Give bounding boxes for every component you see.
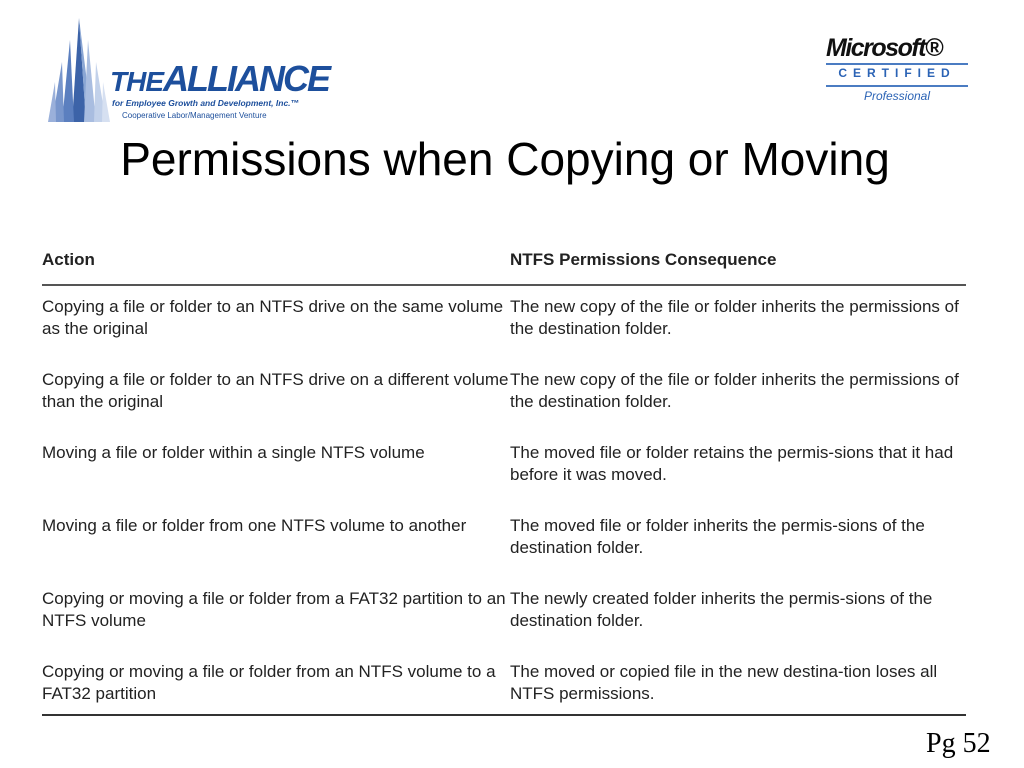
table-row	[42, 505, 966, 578]
header-consequence: NTFS Permissions Consequence	[510, 250, 777, 269]
microsoft-certified-logo	[822, 34, 972, 108]
alliance-wordmark	[110, 58, 329, 100]
action-cell: Copying a file or folder to an NTFS drive on a different volume than the original	[42, 370, 509, 411]
alliance-tagline: for Employee Growth and Development, Inc.™	[112, 98, 300, 108]
consequence-cell: The moved or copied file in the new destina-tion loses all NTFS permissions.	[510, 662, 938, 703]
header-action: Action	[42, 250, 95, 269]
consequence-cell: The moved file or folder inherits the permis-sions of the destination folder.	[510, 516, 925, 557]
table-row	[42, 359, 966, 432]
consequence-cell: The new copy of the file or folder inherits the permissions of the destination folder.	[510, 297, 959, 338]
alliance-wordmark-rest: ALLIANCE	[163, 58, 329, 99]
action-cell: Copying a file or folder to an NTFS drive on the same volume as the original	[42, 297, 504, 338]
action-cell: Moving a file or folder within a single NTFS volume	[42, 443, 425, 462]
consequence-cell: The newly created folder inherits the permis-sions of the destination folder.	[510, 589, 933, 630]
logo-divider	[826, 63, 968, 65]
alliance-subline: Cooperative Labor/Management Venture	[122, 111, 267, 120]
action-cell: Copying or moving a file or folder from an NTFS volume to a FAT32 partition	[42, 662, 496, 703]
consequence-cell: The new copy of the file or folder inherits the permissions of the destination folder.	[510, 370, 959, 411]
consequence-cell: The moved file or folder retains the permis-sions that it had before it was moved.	[510, 443, 954, 484]
table-row	[42, 286, 966, 359]
permissions-table	[42, 246, 966, 716]
spire-icon	[48, 18, 110, 122]
microsoft-wordmark: Microsoft®	[826, 34, 942, 62]
logo-divider	[826, 85, 968, 87]
slide-title: Permissions when Copying or Moving	[120, 133, 890, 185]
table-row	[42, 578, 966, 651]
alliance-wordmark-the: THE	[110, 66, 163, 97]
certified-label: CERTIFIED	[838, 66, 956, 80]
action-cell: Moving a file or folder from one NTFS volume to another	[42, 516, 467, 535]
table-row	[42, 651, 966, 724]
action-cell: Copying or moving a file or folder from a FAT32 partition to an NTFS volume	[42, 589, 506, 630]
alliance-logo	[48, 18, 329, 126]
professional-label: Professional	[863, 89, 931, 103]
page-number: Pg 52	[926, 728, 991, 759]
table-header	[42, 246, 966, 286]
table-row	[42, 432, 966, 505]
